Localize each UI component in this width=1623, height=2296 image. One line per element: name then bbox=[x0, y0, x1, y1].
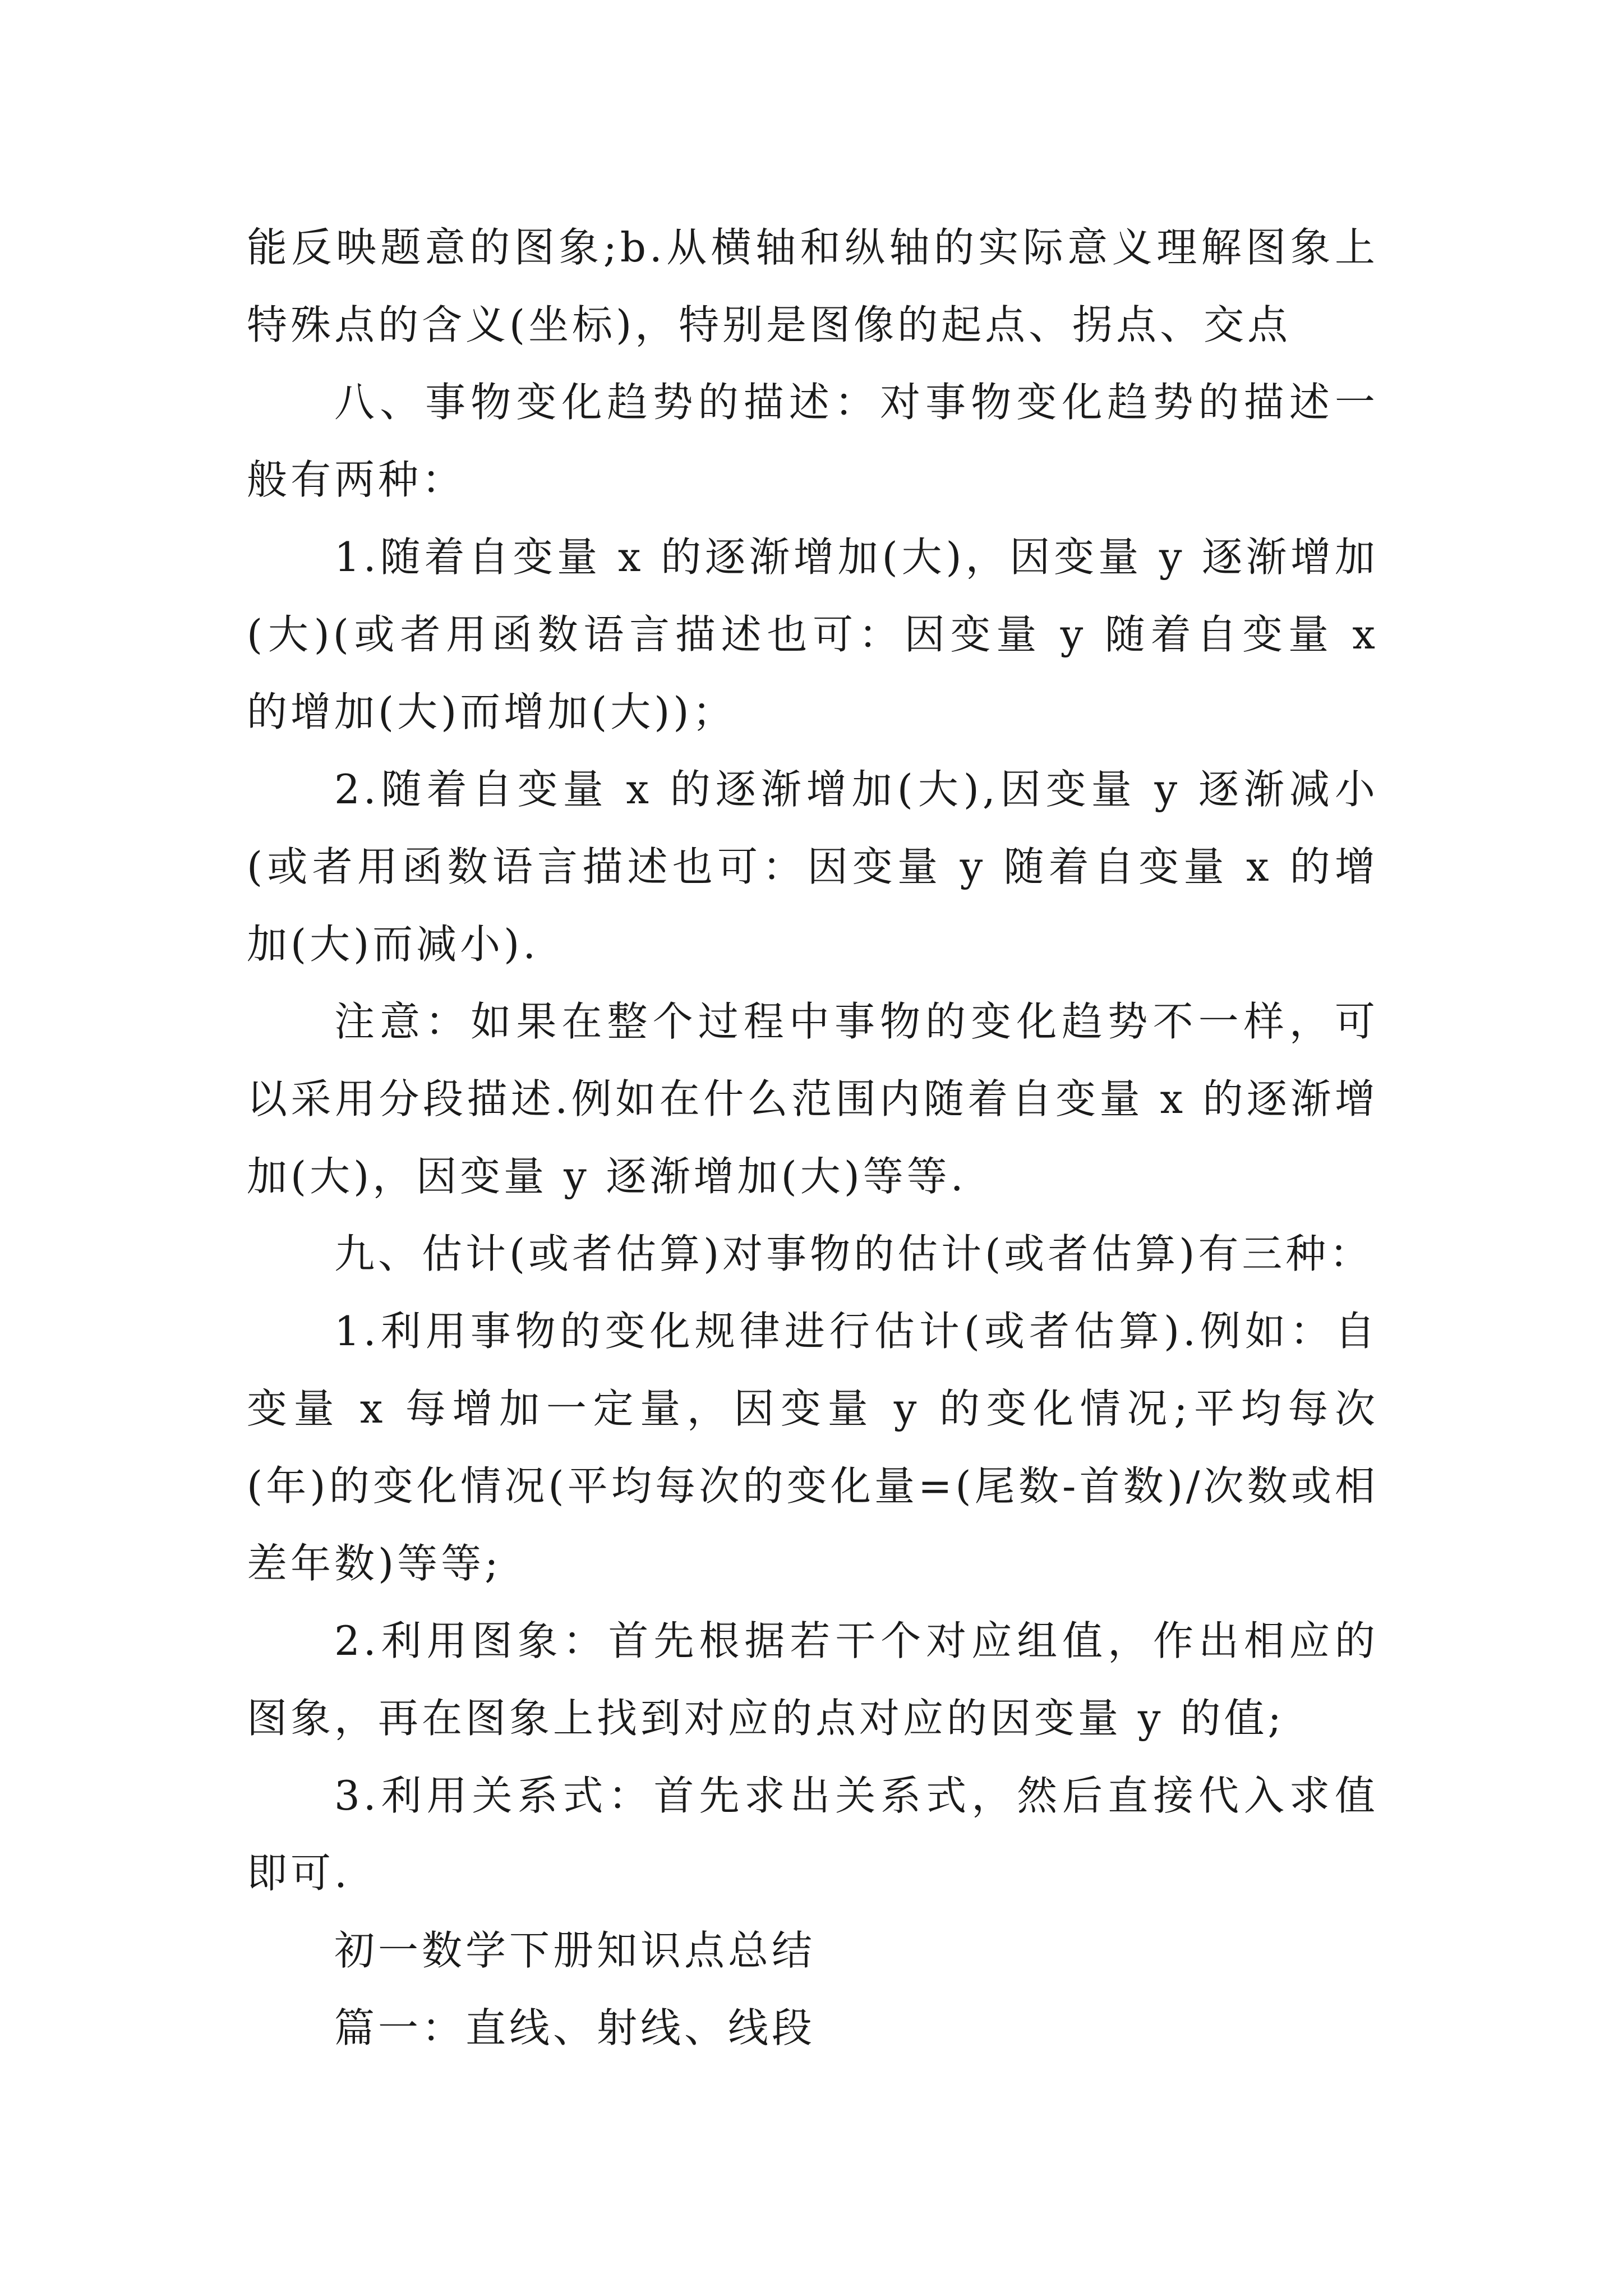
document-body bbox=[247, 209, 1378, 2067]
paragraph-trend-increase: 1.随着自变量 x 的逐渐增加(大)，因变量 y 逐渐增加(大)(或者用函数语言描述也可：因变量 y 随着自变量 x 的增加(大)而增加(大))； bbox=[247, 533, 1378, 735]
paragraph-estimation-formula: 3.利用关系式：首先求出关系式，然后直接代入求值即可. bbox=[247, 1772, 1378, 1897]
paragraph-trend-decrease: 2.随着自变量 x 的逐渐增加(大),因变量 y 逐渐减小(或者用函数语言描述也可：因变量 y 随着自变量 x 的增加(大)而减小). bbox=[247, 766, 1378, 968]
heading-estimation: 九、估计(或者估算)对事物的估计(或者估算)有三种： bbox=[334, 1230, 1373, 1277]
chapter-title: 篇一：直线、射线、线段 bbox=[334, 2004, 816, 2051]
paragraph-graph-meaning: 能反映题意的图象;b.从横轴和纵轴的实际意义理解图象上特殊点的含义(坐标)，特别是图像的起点、拐点、交点 bbox=[247, 224, 1378, 348]
paragraph-estimation-graph: 2.利用图象：首先根据若干个对应组值，作出相应的图象，再在图象上找到对应的点对应的因变量 y 的值; bbox=[247, 1617, 1378, 1742]
section-title: 初一数学下册知识点总结 bbox=[334, 1927, 816, 1974]
heading-trend-description: 八、事物变化趋势的描述：对事物变化趋势的描述一般有两种： bbox=[247, 379, 1378, 503]
paragraph-estimation-rule: 1.利用事物的变化规律进行估计(或者估算).例如：自变量 x 每增加一定量，因变量 y 的变化情况;平均每次(年)的变化情况(平均每次的变化量=(尾数-首数)/次数或相差年数)等等; bbox=[247, 1308, 1378, 1587]
paragraph-note-segmented: 注意：如果在整个过程中事物的变化趋势不一样，可以采用分段描述.例如在什么范围内随着自变量 x 的逐渐增加(大)，因变量 y 逐渐增加(大)等等. bbox=[247, 998, 1378, 1200]
